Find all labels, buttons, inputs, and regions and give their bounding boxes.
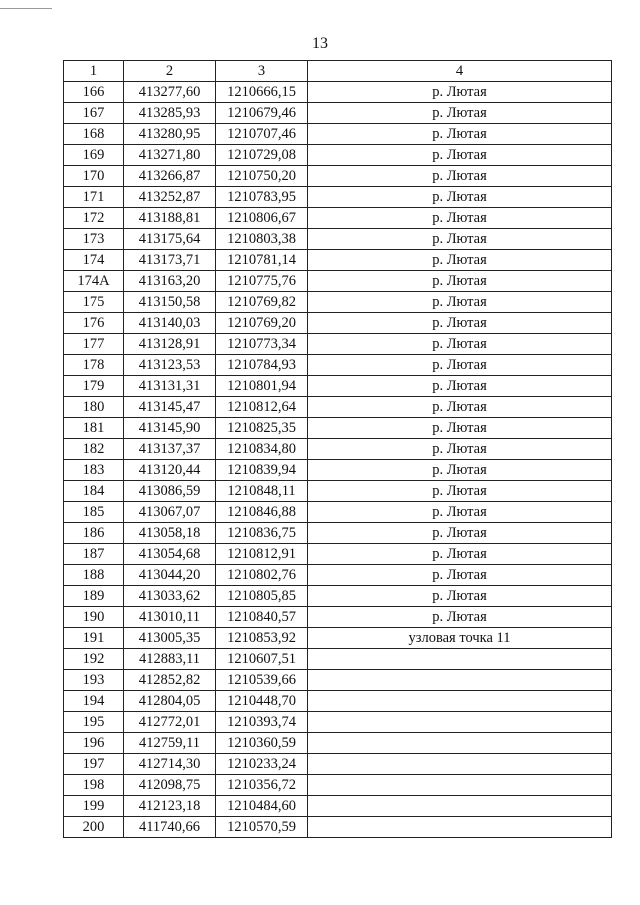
table-row: [64, 397, 612, 418]
table-header-row: [64, 61, 612, 82]
description-cell: р. Лютая: [308, 481, 612, 502]
table-row: [64, 544, 612, 565]
x-coordinate-cell: 413131,31: [124, 376, 216, 397]
table-row: [64, 229, 612, 250]
y-coordinate-cell: 1210802,76: [216, 565, 308, 586]
x-coordinate-cell: 413173,71: [124, 250, 216, 271]
table-row: [64, 586, 612, 607]
table-row: [64, 82, 612, 103]
point-number-cell: 197: [64, 754, 124, 775]
y-coordinate-cell: 1210783,95: [216, 187, 308, 208]
description-cell: р. Лютая: [308, 586, 612, 607]
y-coordinate-cell: 1210666,15: [216, 82, 308, 103]
x-coordinate-cell: 413252,87: [124, 187, 216, 208]
table-row: [64, 187, 612, 208]
y-coordinate-cell: 1210839,94: [216, 460, 308, 481]
y-coordinate-cell: 1210393,74: [216, 712, 308, 733]
x-coordinate-cell: 412123,18: [124, 796, 216, 817]
description-cell: р. Лютая: [308, 397, 612, 418]
y-coordinate-cell: 1210679,46: [216, 103, 308, 124]
x-coordinate-cell: 413140,03: [124, 313, 216, 334]
point-number-cell: 186: [64, 523, 124, 544]
y-coordinate-cell: 1210773,34: [216, 334, 308, 355]
description-cell: [308, 712, 612, 733]
description-cell: [308, 649, 612, 670]
x-coordinate-cell: 412759,11: [124, 733, 216, 754]
point-number-cell: 189: [64, 586, 124, 607]
table-body: [64, 82, 612, 838]
x-coordinate-cell: 412883,11: [124, 649, 216, 670]
table-row: [64, 502, 612, 523]
description-cell: р. Лютая: [308, 544, 612, 565]
table-row: [64, 775, 612, 796]
description-cell: [308, 775, 612, 796]
y-coordinate-cell: 1210769,82: [216, 292, 308, 313]
page-number: 13: [312, 35, 328, 52]
y-coordinate-cell: 1210750,20: [216, 166, 308, 187]
x-coordinate-cell: 412714,30: [124, 754, 216, 775]
table-row: [64, 103, 612, 124]
y-coordinate-cell: 1210775,76: [216, 271, 308, 292]
table-row: [64, 418, 612, 439]
x-coordinate-cell: 413266,87: [124, 166, 216, 187]
description-cell: р. Лютая: [308, 82, 612, 103]
table-row: [64, 754, 612, 775]
y-coordinate-cell: 1210539,66: [216, 670, 308, 691]
column-header-y: 3: [216, 61, 308, 82]
y-coordinate-cell: 1210853,92: [216, 628, 308, 649]
description-cell: [308, 691, 612, 712]
point-number-cell: 191: [64, 628, 124, 649]
scan-edge-mark: [0, 8, 52, 9]
description-cell: р. Лютая: [308, 208, 612, 229]
column-header-description: 4: [308, 61, 612, 82]
description-cell: р. Лютая: [308, 565, 612, 586]
x-coordinate-cell: 413277,60: [124, 82, 216, 103]
point-number-cell: 184: [64, 481, 124, 502]
x-coordinate-cell: 413280,95: [124, 124, 216, 145]
point-number-cell: 167: [64, 103, 124, 124]
table-row: [64, 607, 612, 628]
point-number-cell: 177: [64, 334, 124, 355]
x-coordinate-cell: 413150,58: [124, 292, 216, 313]
table-row: [64, 124, 612, 145]
x-coordinate-cell: 413044,20: [124, 565, 216, 586]
table-row: [64, 817, 612, 838]
x-coordinate-cell: 413163,20: [124, 271, 216, 292]
point-number-cell: 200: [64, 817, 124, 838]
point-number-cell: 178: [64, 355, 124, 376]
description-cell: [308, 733, 612, 754]
x-coordinate-cell: 413128,91: [124, 334, 216, 355]
x-coordinate-cell: 411740,66: [124, 817, 216, 838]
point-number-cell: 172: [64, 208, 124, 229]
point-number-cell: 170: [64, 166, 124, 187]
point-number-cell: 169: [64, 145, 124, 166]
table-row: [64, 208, 612, 229]
x-coordinate-cell: 413145,90: [124, 418, 216, 439]
point-number-cell: 180: [64, 397, 124, 418]
y-coordinate-cell: 1210825,35: [216, 418, 308, 439]
x-coordinate-cell: 413058,18: [124, 523, 216, 544]
x-coordinate-cell: 413054,68: [124, 544, 216, 565]
table-row: [64, 439, 612, 460]
y-coordinate-cell: 1210812,64: [216, 397, 308, 418]
description-cell: р. Лютая: [308, 292, 612, 313]
table-row: [64, 166, 612, 187]
table-row: [64, 712, 612, 733]
x-coordinate-cell: 413120,44: [124, 460, 216, 481]
point-number-cell: 166: [64, 82, 124, 103]
x-coordinate-cell: 413271,80: [124, 145, 216, 166]
table-row: [64, 313, 612, 334]
column-header-x: 2: [124, 61, 216, 82]
point-number-cell: 185: [64, 502, 124, 523]
description-cell: р. Лютая: [308, 439, 612, 460]
description-cell: р. Лютая: [308, 460, 612, 481]
table-row: [64, 376, 612, 397]
x-coordinate-cell: 413137,37: [124, 439, 216, 460]
x-coordinate-cell: 413175,64: [124, 229, 216, 250]
point-number-cell: 198: [64, 775, 124, 796]
description-cell: р. Лютая: [308, 376, 612, 397]
y-coordinate-cell: 1210448,70: [216, 691, 308, 712]
y-coordinate-cell: 1210607,51: [216, 649, 308, 670]
x-coordinate-cell: 412804,05: [124, 691, 216, 712]
table-row: [64, 355, 612, 376]
table-row: [64, 292, 612, 313]
table-row: [64, 271, 612, 292]
y-coordinate-cell: 1210484,60: [216, 796, 308, 817]
description-cell: р. Лютая: [308, 250, 612, 271]
y-coordinate-cell: 1210781,14: [216, 250, 308, 271]
description-cell: р. Лютая: [308, 313, 612, 334]
table-row: [64, 565, 612, 586]
y-coordinate-cell: 1210840,57: [216, 607, 308, 628]
description-cell: р. Лютая: [308, 355, 612, 376]
table-row: [64, 733, 612, 754]
description-cell: [308, 670, 612, 691]
point-number-cell: 174: [64, 250, 124, 271]
y-coordinate-cell: 1210784,93: [216, 355, 308, 376]
coordinates-table: [63, 60, 612, 838]
x-coordinate-cell: 412852,82: [124, 670, 216, 691]
x-coordinate-cell: 413033,62: [124, 586, 216, 607]
description-cell: р. Лютая: [308, 418, 612, 439]
description-cell: р. Лютая: [308, 334, 612, 355]
y-coordinate-cell: 1210356,72: [216, 775, 308, 796]
description-cell: узловая точка 11: [308, 628, 612, 649]
description-cell: р. Лютая: [308, 187, 612, 208]
description-cell: р. Лютая: [308, 145, 612, 166]
point-number-cell: 181: [64, 418, 124, 439]
table-row: [64, 628, 612, 649]
table-row: [64, 250, 612, 271]
x-coordinate-cell: 413005,35: [124, 628, 216, 649]
point-number-cell: 190: [64, 607, 124, 628]
point-number-cell: 176: [64, 313, 124, 334]
y-coordinate-cell: 1210846,88: [216, 502, 308, 523]
point-number-cell: 173: [64, 229, 124, 250]
description-cell: р. Лютая: [308, 607, 612, 628]
y-coordinate-cell: 1210834,80: [216, 439, 308, 460]
column-header-point: 1: [64, 61, 124, 82]
y-coordinate-cell: 1210570,59: [216, 817, 308, 838]
point-number-cell: 182: [64, 439, 124, 460]
point-number-cell: 174А: [64, 271, 124, 292]
description-cell: [308, 796, 612, 817]
x-coordinate-cell: 412098,75: [124, 775, 216, 796]
point-number-cell: 171: [64, 187, 124, 208]
table-row: [64, 481, 612, 502]
point-number-cell: 196: [64, 733, 124, 754]
y-coordinate-cell: 1210803,38: [216, 229, 308, 250]
y-coordinate-cell: 1210836,75: [216, 523, 308, 544]
point-number-cell: 183: [64, 460, 124, 481]
x-coordinate-cell: 413067,07: [124, 502, 216, 523]
description-cell: [308, 817, 612, 838]
y-coordinate-cell: 1210848,11: [216, 481, 308, 502]
y-coordinate-cell: 1210812,91: [216, 544, 308, 565]
point-number-cell: 194: [64, 691, 124, 712]
point-number-cell: 175: [64, 292, 124, 313]
description-cell: р. Лютая: [308, 166, 612, 187]
point-number-cell: 168: [64, 124, 124, 145]
table-row: [64, 691, 612, 712]
table-row: [64, 649, 612, 670]
y-coordinate-cell: 1210805,85: [216, 586, 308, 607]
y-coordinate-cell: 1210729,08: [216, 145, 308, 166]
y-coordinate-cell: 1210801,94: [216, 376, 308, 397]
table-row: [64, 460, 612, 481]
point-number-cell: 187: [64, 544, 124, 565]
point-number-cell: 199: [64, 796, 124, 817]
y-coordinate-cell: 1210707,46: [216, 124, 308, 145]
x-coordinate-cell: 413123,53: [124, 355, 216, 376]
table-row: [64, 145, 612, 166]
point-number-cell: 179: [64, 376, 124, 397]
point-number-cell: 193: [64, 670, 124, 691]
description-cell: р. Лютая: [308, 103, 612, 124]
y-coordinate-cell: 1210360,59: [216, 733, 308, 754]
description-cell: р. Лютая: [308, 124, 612, 145]
description-cell: р. Лютая: [308, 523, 612, 544]
x-coordinate-cell: 413086,59: [124, 481, 216, 502]
description-cell: р. Лютая: [308, 229, 612, 250]
x-coordinate-cell: 412772,01: [124, 712, 216, 733]
description-cell: р. Лютая: [308, 502, 612, 523]
table-row: [64, 796, 612, 817]
table-row: [64, 334, 612, 355]
point-number-cell: 192: [64, 649, 124, 670]
table-row: [64, 523, 612, 544]
y-coordinate-cell: 1210233,24: [216, 754, 308, 775]
point-number-cell: 188: [64, 565, 124, 586]
x-coordinate-cell: 413285,93: [124, 103, 216, 124]
x-coordinate-cell: 413010,11: [124, 607, 216, 628]
description-cell: р. Лютая: [308, 271, 612, 292]
point-number-cell: 195: [64, 712, 124, 733]
y-coordinate-cell: 1210806,67: [216, 208, 308, 229]
table-row: [64, 670, 612, 691]
y-coordinate-cell: 1210769,20: [216, 313, 308, 334]
x-coordinate-cell: 413145,47: [124, 397, 216, 418]
x-coordinate-cell: 413188,81: [124, 208, 216, 229]
description-cell: [308, 754, 612, 775]
